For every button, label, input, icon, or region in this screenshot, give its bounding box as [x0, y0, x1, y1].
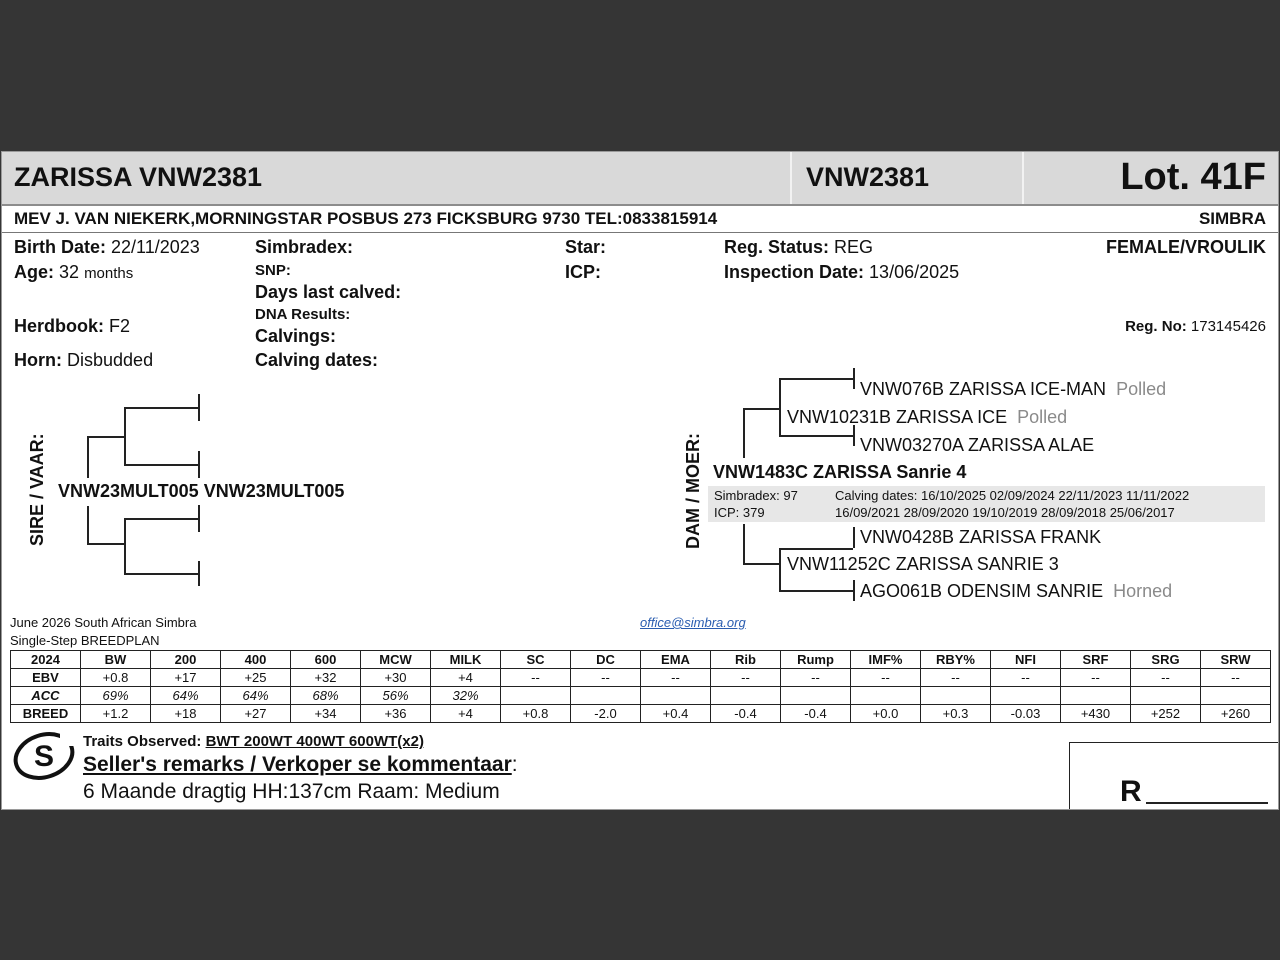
table-cell: +1.2	[81, 705, 151, 723]
dam-calving-dates-cont: 16/09/2021 28/09/2020 19/10/2019 28/09/2018 25/06/2017	[835, 505, 1175, 520]
table-header: SRW	[1201, 651, 1271, 669]
table-cell: ACC	[11, 687, 81, 705]
lot-card	[1, 151, 1279, 810]
table-header: SC	[501, 651, 571, 669]
table-cell: --	[501, 669, 571, 687]
table-row-ebv	[11, 669, 1271, 687]
owner-info: MEV J. VAN NIEKERK,MORNINGSTAR POSBUS 273 FICKSBURG 9730 TEL:0833815914	[14, 209, 718, 228]
horn-status: Horn: Disbudded	[14, 350, 154, 370]
table-cell: --	[851, 669, 921, 687]
table-cell: +0.8	[81, 669, 151, 687]
price-box	[1069, 742, 1279, 810]
breed-name: SIMBRA	[1198, 209, 1266, 228]
table-cell: +30	[361, 669, 431, 687]
table-cell: --	[711, 669, 781, 687]
dam-dam-sire: VNW0428B ZARISSA FRANK	[860, 527, 1102, 547]
ebv-table	[10, 650, 1271, 723]
days-calved-label: Days last calved:	[255, 282, 402, 302]
table-header: RBY%	[921, 651, 991, 669]
table-cell: +0.4	[641, 705, 711, 723]
traits-observed: Traits Observed: BWT 200WT 400WT 600WT(x2)	[83, 733, 424, 750]
svg-text:S: S	[33, 740, 55, 773]
table-cell: +252	[1131, 705, 1201, 723]
table-cell: +260	[1201, 705, 1271, 723]
table-cell: 56%	[361, 687, 431, 705]
table-header: 2024	[11, 651, 81, 669]
table-cell: +32	[291, 669, 361, 687]
table-cell	[1131, 687, 1201, 705]
table-header: MILK	[431, 651, 501, 669]
table-header: Rib	[711, 651, 781, 669]
table-cell: +430	[1061, 705, 1131, 723]
table-cell: +34	[291, 705, 361, 723]
table-header: SRF	[1061, 651, 1131, 669]
table-cell: +0.0	[851, 705, 921, 723]
table-header: SRG	[1131, 651, 1201, 669]
dam-dam: VNW11252C ZARISSA SANRIE 3	[787, 554, 1059, 574]
table-header: 600	[291, 651, 361, 669]
breedplan-title: June 2026 South African Simbra	[10, 615, 197, 630]
table-cell: --	[781, 669, 851, 687]
table-cell	[991, 687, 1061, 705]
simbradex-label: Simbradex:	[255, 237, 354, 257]
star-label: Star:	[565, 237, 607, 257]
table-header: Rump	[781, 651, 851, 669]
table-header: EMA	[641, 651, 711, 669]
table-cell	[781, 687, 851, 705]
table-cell: -0.4	[781, 705, 851, 723]
herdbook: Herdbook: F2	[14, 316, 131, 336]
dam-sire: VNW10231B ZARISSA ICE Polled	[787, 407, 1068, 427]
lot-number: Lot. 41F	[1120, 156, 1266, 198]
dna-label: DNA Results:	[255, 306, 351, 323]
table-cell	[851, 687, 921, 705]
calving-dates-label: Calving dates:	[255, 350, 379, 370]
table-header: NFI	[991, 651, 1061, 669]
breedplan-subtitle: Single-Step BREEDPLAN	[10, 633, 160, 648]
table-header: DC	[571, 651, 641, 669]
table-cell: +4	[431, 669, 501, 687]
table-header-row	[11, 651, 1271, 669]
simbra-logo-icon	[12, 730, 76, 782]
table-header: MCW	[361, 651, 431, 669]
table-cell: +0.8	[501, 705, 571, 723]
table-cell: EBV	[11, 669, 81, 687]
reg-number: Reg. No: 173145426	[1125, 318, 1266, 335]
table-cell: +18	[151, 705, 221, 723]
table-cell	[1201, 687, 1271, 705]
dam-sire-dam: VNW03270A ZARISSA ALAE	[860, 435, 1095, 455]
table-cell: 32%	[431, 687, 501, 705]
table-header: 400	[221, 651, 291, 669]
table-cell: +25	[221, 669, 291, 687]
table-cell: --	[571, 669, 641, 687]
table-cell: --	[1201, 669, 1271, 687]
price-currency: R	[1120, 775, 1142, 808]
table-cell: --	[641, 669, 711, 687]
table-cell	[641, 687, 711, 705]
icp-label: ICP:	[565, 262, 601, 282]
snp-label: SNP:	[255, 262, 291, 279]
owner-bar	[2, 206, 1278, 233]
dam-dam-dam: AGO061B ODENSIM SANRIE Horned	[860, 581, 1173, 601]
divider	[790, 152, 792, 204]
table-cell: +27	[221, 705, 291, 723]
sex: FEMALE/VROULIK	[1106, 237, 1266, 257]
table-cell: BREED	[11, 705, 81, 723]
price-input-line[interactable]	[1146, 802, 1268, 804]
table-cell: --	[991, 669, 1061, 687]
remarks-heading: Seller's remarks / Verkoper se kommentaar:	[83, 753, 518, 776]
table-cell	[501, 687, 571, 705]
reg-status: Reg. Status: REG	[724, 237, 874, 257]
table-cell: +4	[431, 705, 501, 723]
dam-label: DAM / MOER:	[683, 433, 703, 549]
dam-sire-sire: VNW076B ZARISSA ICE-MAN Polled	[860, 379, 1167, 399]
dam-icp: ICP: 379	[714, 505, 765, 520]
table-cell: -2.0	[571, 705, 641, 723]
table-cell: 69%	[81, 687, 151, 705]
divider	[1022, 152, 1024, 204]
animal-title: ZARISSA VNW2381	[14, 162, 263, 192]
sire-name: VNW23MULT005 VNW23MULT005	[58, 481, 345, 501]
title-bar	[2, 152, 1278, 206]
calvings-label: Calvings:	[255, 326, 337, 346]
sire-label: SIRE / VAAR:	[27, 433, 47, 546]
dam-calving-dates: Calving dates: 16/10/2025 02/09/2024 22/11/2023 11/11/2022	[835, 488, 1190, 503]
table-cell	[1061, 687, 1131, 705]
table-header: BW	[81, 651, 151, 669]
table-cell	[571, 687, 641, 705]
inspection-date: Inspection Date: 13/06/2025	[724, 262, 960, 282]
table-cell	[921, 687, 991, 705]
age: Age: 32 months	[14, 262, 134, 282]
dam-info-box	[708, 486, 1265, 522]
table-cell: +17	[151, 669, 221, 687]
table-cell: -0.4	[711, 705, 781, 723]
birth-date: Birth Date: 22/11/2023	[14, 237, 200, 257]
table-cell: 64%	[221, 687, 291, 705]
table-cell	[711, 687, 781, 705]
dam-name: VNW1483C ZARISSA Sanrie 4	[713, 462, 967, 482]
table-row-acc	[11, 687, 1271, 705]
table-cell: -0.03	[991, 705, 1061, 723]
table-cell: --	[921, 669, 991, 687]
seller-remarks: 6 Maande dragtig HH:137cm Raam: Medium	[83, 780, 500, 803]
email-link[interactable]: office@simbra.org	[640, 615, 746, 630]
table-row-breed	[11, 705, 1271, 723]
dam-simbradex: Simbradex: 97	[714, 488, 798, 503]
table-cell: 64%	[151, 687, 221, 705]
table-cell: --	[1131, 669, 1201, 687]
table-header: IMF%	[851, 651, 921, 669]
table-cell: +0.3	[921, 705, 991, 723]
table-cell: 68%	[291, 687, 361, 705]
table-cell: +36	[361, 705, 431, 723]
table-header: 200	[151, 651, 221, 669]
animal-id: VNW2381	[806, 162, 930, 192]
table-cell: --	[1061, 669, 1131, 687]
